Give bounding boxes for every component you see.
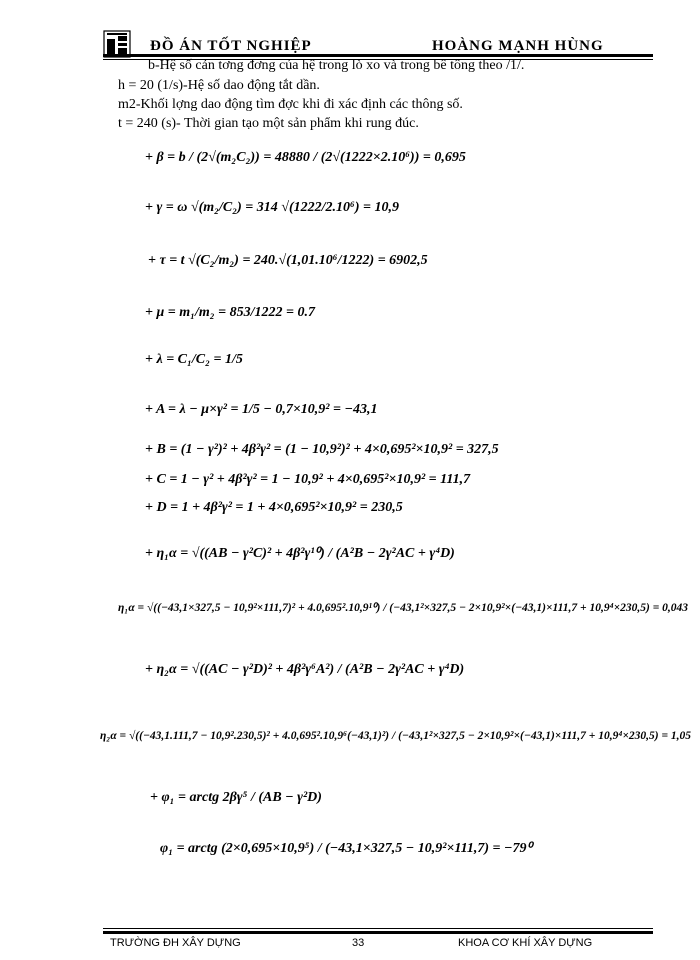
equation-d: + D = 1 + 4β²γ² = 1 + 4×0,695²×10,9² = 230,5 xyxy=(145,500,403,515)
footer-rule-thin xyxy=(103,928,653,929)
equation-gamma: + γ = ω √(m₂/C₂) = 314 √(1222/2.10⁶) = 10,9 xyxy=(145,200,400,215)
equation-a: + A = λ − μ×γ² = 1/5 − 0,7×10,9² = −43,1 xyxy=(145,402,378,417)
text-line: h = 20 (1/s)-Hệ số dao động tắt dần. xyxy=(118,78,320,93)
header-title-left: ĐỒ ÁN TỐT NGHIỆP xyxy=(150,38,312,54)
equation-mu: + μ = m₁/m₂ = 853/1222 = 0.7 xyxy=(145,305,316,320)
equation-tau: + τ = t √(C₂/m₂) = 240.√(1,01.10⁶/1222) = 6902,5 xyxy=(148,253,428,268)
text-line: m2-Khối lợng dao động tìm đợc khi đi xác định các thông số. xyxy=(118,97,463,112)
header-author-right: HOÀNG MẠNH HÙNG xyxy=(432,38,604,54)
footer-rule-thick xyxy=(103,931,653,934)
equation-beta: + β = b / (2√(m₂C₂)) = 48880 / (2√(1222×2.10⁶)) = 0,695 xyxy=(145,150,466,165)
equation-phi-value: φ₁ = arctg (2×0,695×10,9⁵) / (−43,1×327,5 − 10,9²×111,7) = −79⁰ xyxy=(160,841,533,856)
text-line: t = 240 (s)- Thời gian tạo một sản phẩm khi rung đúc. xyxy=(118,116,419,131)
equation-phi-formula: + φ₁ = arctg 2βγ⁵ / (AB − γ²D) xyxy=(150,790,322,805)
footer-faculty: KHOA CƠ KHÍ XÂY DỰNG xyxy=(458,937,593,949)
equation-lambda: + λ = C₁/C₂ = 1/5 xyxy=(145,352,243,367)
text-line: b-Hệ số cản tơng đơng của hệ trong lò xo và trong bê tông theo /1/. xyxy=(148,58,525,73)
equation-eta1-value: η₁α = √((−43,1×327,5 − 10,9²×111,7)² + 4.0,695².10,9¹⁰) / (−43,1²×327,5 − 2×10,9²×(−43,1)×111,7 + 10,9⁴×230,5) = 0,043 xyxy=(118,602,689,614)
equation-eta1-formula: + η₁α = √((AB − γ²C)² + 4β²γ¹⁰) / (A²B − 2γ²AC + γ⁴D) xyxy=(145,546,455,561)
equation-eta2-formula: + η₂α = √((AC − γ²D)² + 4β²γ⁶A²) / (A²B − 2γ²AC + γ⁴D) xyxy=(145,662,465,677)
header-rule-thick xyxy=(103,54,653,57)
equation-b: + B = (1 − γ²)² + 4β²γ² = (1 − 10,9²)² + 4×0,695²×10,9² = 327,5 xyxy=(145,442,499,457)
footer-page-number: 33 xyxy=(352,937,365,949)
equation-c: + C = 1 − γ² + 4β²γ² = 1 − 10,9² + 4×0,695²×10,9² = 111,7 xyxy=(145,472,471,487)
equation-eta2-value: η₂α = √((−43,1.111,7 − 10,9².230,5)² + 4.0,695².10,9⁶(−43,1)²) / (−43,1²×327,5 − 2×10,9²×(−43,1)×111,7 + 10,9⁴×230,5) = 1,05 xyxy=(100,730,692,742)
footer-school: TRƯỜNG ĐH XÂY DỰNG xyxy=(110,937,241,949)
